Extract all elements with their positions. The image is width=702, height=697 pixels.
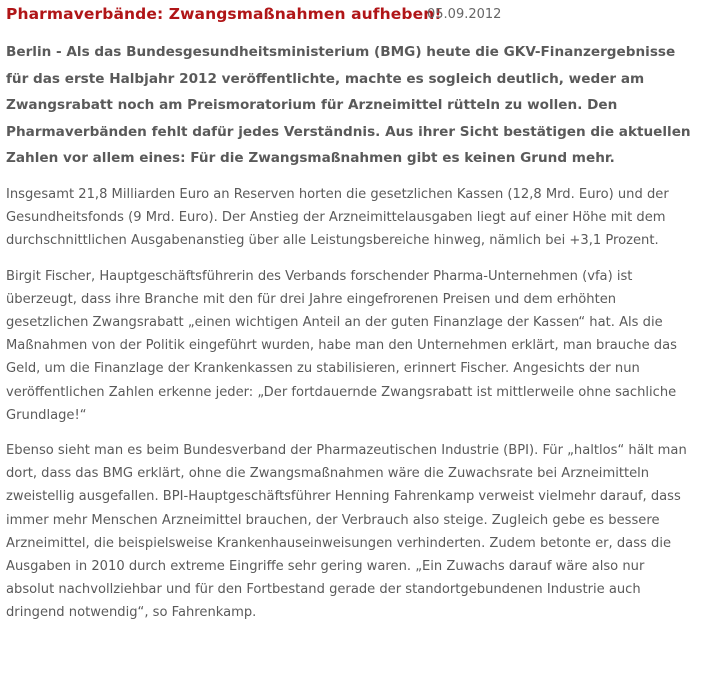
article-date: 05.09.2012 <box>427 7 502 22</box>
article-paragraph: Ebenso sieht man es beim Bundesverband der Pharmazeutischen Industrie (BPI). Für „haltlos“ hält man dort, dass das BMG erklärt, ohne die Zwangsmaßnahmen wäre die Zuwachsrate bei Arzneimitteln zweistellig ausgefallen. BPI-Hauptgeschäftsführer Henning Fahrenkamp verweist vielmehr darauf, dass immer mehr Menschen Arzneimittel brauchen, der Verbrauch also steige. Zugleich gebe es bessere Arzneimittel, die beispielsweise Krankenhauseinweisungen verhinderten. Zudem betonte er, dass die Ausgaben in 2010 durch extreme Eingriffe sehr gering waren. „Ein Zuwachs darauf wäre also nur absolut nachvollziehbar und für den Fortbestand gerade der standortgebundenen Industrie auch dringend notwendig“, so Fahrenkamp. <box>6 443 687 621</box>
article-header <box>6 0 696 33</box>
article-paragraph: Insgesamt 21,8 Milliarden Euro an Reserven horten die gesetzlichen Kassen (12,8 Mrd. Euro) und der Gesundheitsfonds (9 Mrd. Euro). Der Anstieg der Arzneimittelausgaben liegt auf einer Höhe mit dem durchschnittlichen Ausgabenanstieg über alle Leistungsbereiche hinweg, nämlich bei +3,1 Prozent. <box>6 186 669 249</box>
article-paragraph: Birgit Fischer, Hauptgeschäftsführerin des Verbands forschender Pharma-Unternehmen (vfa) ist überzeugt, dass ihre Branche mit den für drei Jahre eingefrorenen Preisen und dem erhöhten gesetzlichen Zwangsrabatt „einen wichtigen Anteil an der guten Finanzlage der Kassen“ hat. Als die Maßnahmen von der Politik eingeführt wurden, habe man den Unternehmen erklärt, man brauche das Geld, um die Finanzlage der Krankenkassen zu stabilisieren, erinnert Fischer. Angesichts der nun veröffentlichen Zahlen erkenne jeder: „Der fortdauernde Zwangsrabatt ist mittlerweile ohne sachliche Grundlage!“ <box>6 268 677 423</box>
article-headline: Pharmaverbände: Zwangsmaßnahmen aufheben! <box>6 5 442 23</box>
article-lead: Berlin - Als das Bundesgesundheitsministerium (BMG) heute die GKV-Finanzergebnisse für das erste Halbjahr 2012 veröffentlichte, machte es sogleich deutlich, weder am Zwangsrabatt noch am Preismoratorium für Arzneimittel rütteln zu wollen. Den Pharmaverbänden fehlt dafür jedes Verständnis. Aus ihrer Sicht bestätigen die aktuellen Zahlen vor allem eines: Für die Zwangsmaßnahmen gibt es keinen Grund mehr. <box>6 44 691 167</box>
article <box>6 0 696 625</box>
